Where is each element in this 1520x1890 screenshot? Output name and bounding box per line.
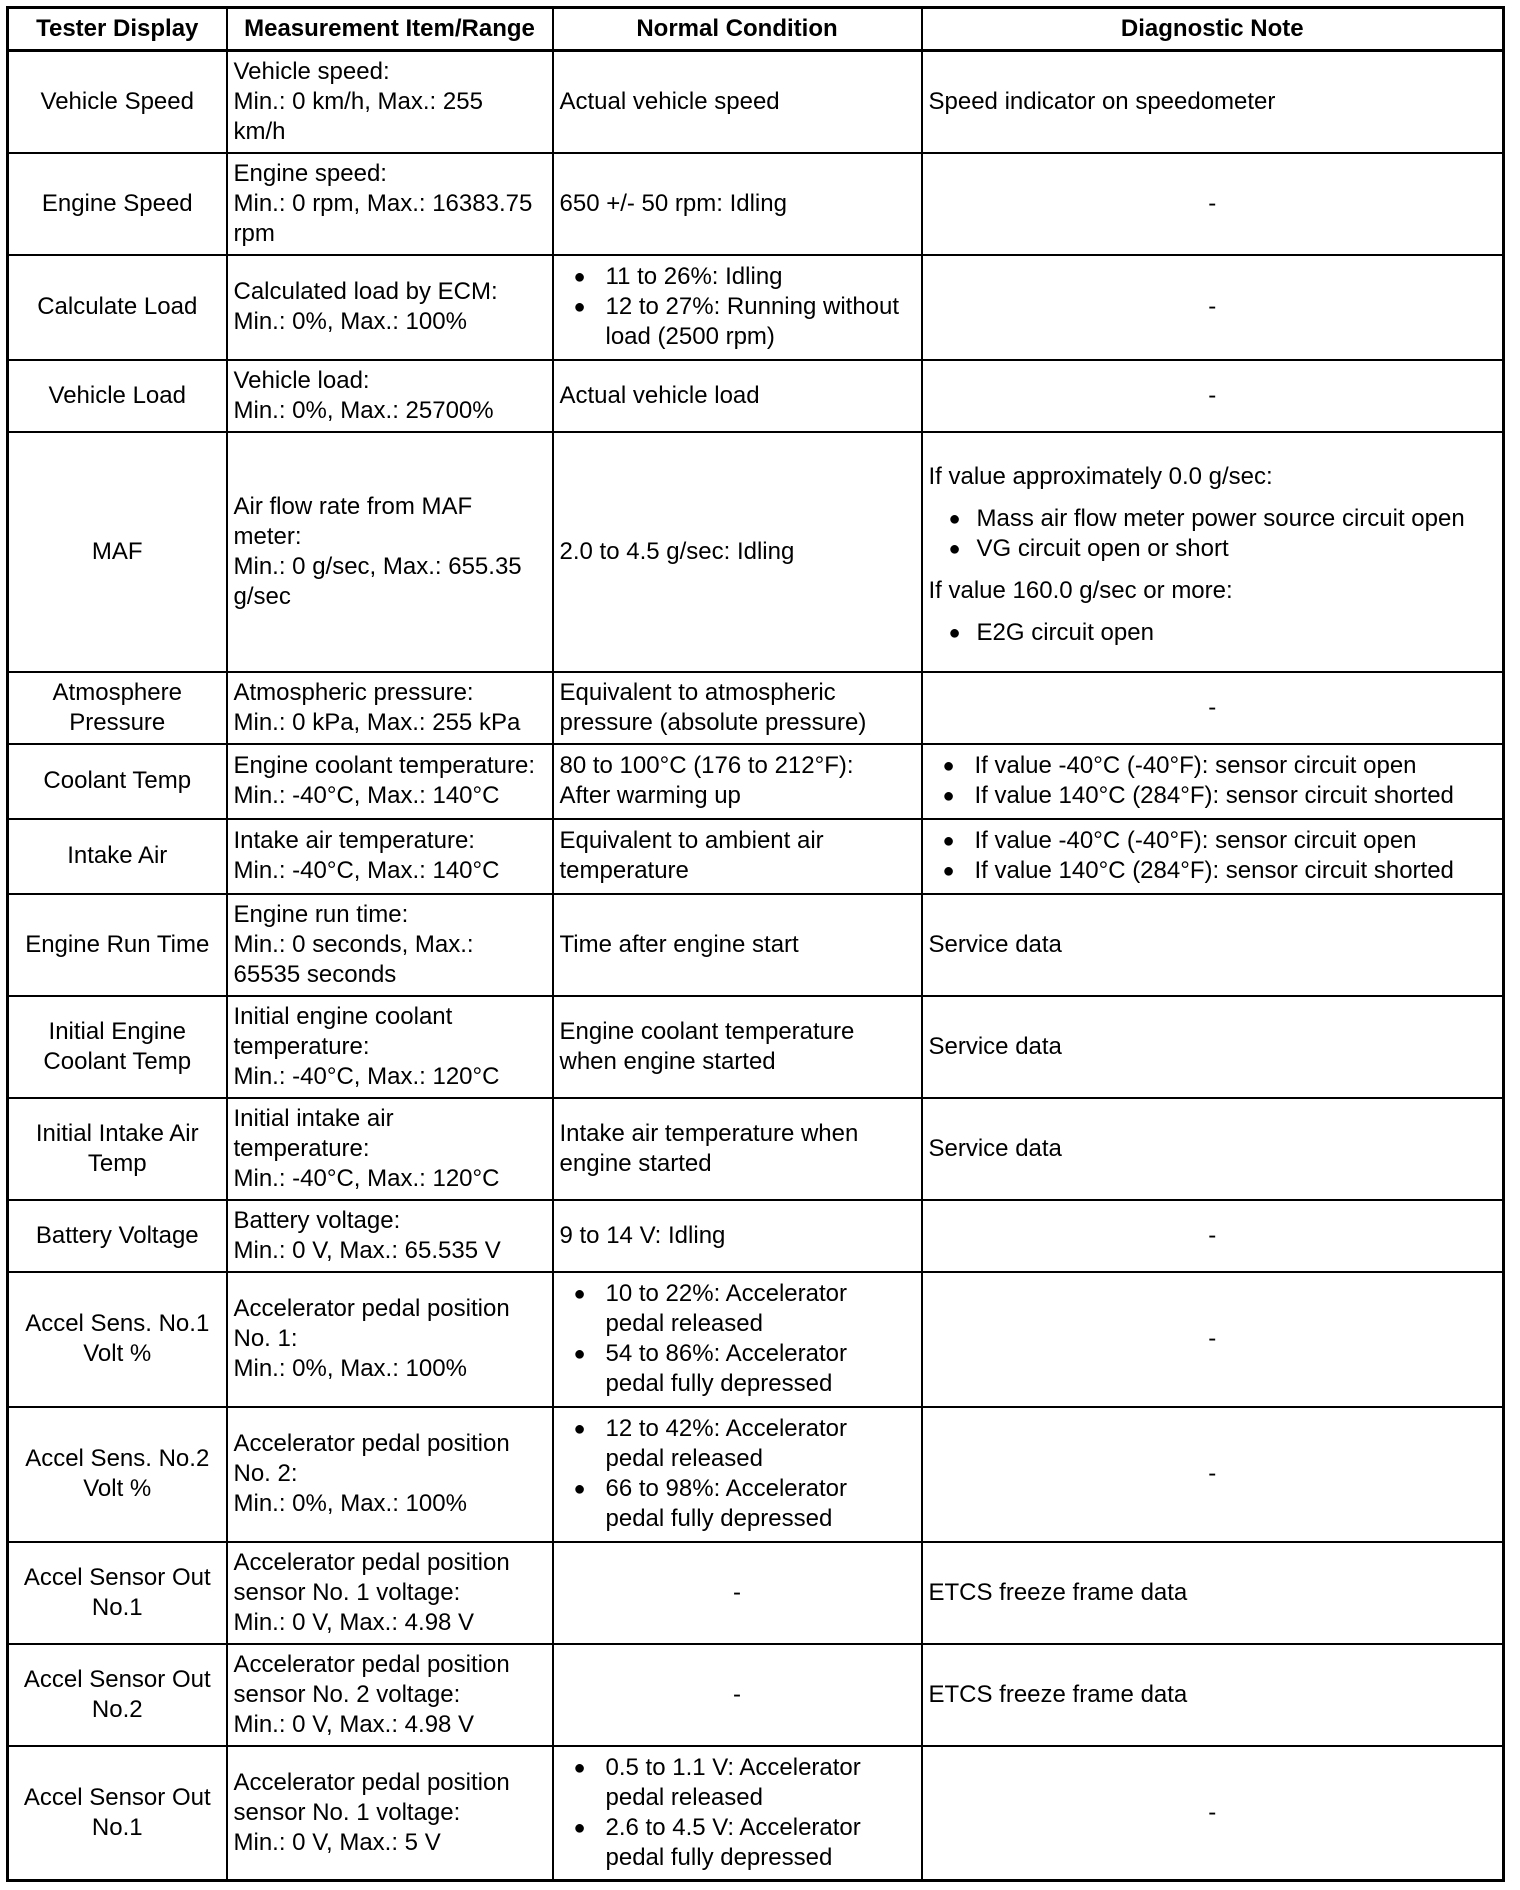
measurement-range-cell: Vehicle speed: Min.: 0 km/h, Max.: 255 km/h [227, 51, 553, 153]
table-row [8, 894, 1504, 996]
normal-condition-cell [553, 255, 922, 360]
measurement-range-cell: Initial intake air temperature: Min.: -40°C, Max.: 120°C [227, 1098, 553, 1200]
diagnostic-note-cell: Service data [922, 894, 1504, 996]
diagnostic-note-cell: Speed indicator on speedometer [922, 51, 1504, 153]
table-row [8, 1407, 1504, 1542]
diagnostic-note-cell: - [922, 1200, 1504, 1272]
diagnostic-note-cell: If value approximately 0.0 g/sec: ● Mass air flow meter power source circuit open ● VG circuit open or short If value 160.0 g/sec or more: ● E2G circuit open [922, 432, 1504, 672]
measurement-range-cell: Engine speed: Min.: 0 rpm, Max.: 16383.75 rpm [227, 153, 553, 255]
table-row [8, 996, 1504, 1098]
normal-condition-cell: 650 +/- 50 rpm: Idling [553, 153, 922, 255]
diagnostic-note-cell [922, 744, 1504, 819]
diagnostic-note-cell: - [922, 153, 1504, 255]
table-row [8, 1272, 1504, 1407]
header-tester-display: Tester Display [8, 8, 227, 51]
table-row [8, 1644, 1504, 1746]
list-item: ● If value 140°C (284°F): sensor circuit shorted [929, 781, 1497, 811]
normal-condition-cell: Equivalent to atmospheric pressure (absolute pressure) [553, 672, 922, 744]
tester-display-cell: Engine Run Time [8, 894, 227, 996]
table-row [8, 255, 1504, 360]
diagnostic-data-table [6, 6, 1505, 1882]
diagnostic-note-cell: - [922, 255, 1504, 360]
normal-condition-cell [553, 1407, 922, 1542]
diagnostic-note-cell: Service data [922, 996, 1504, 1098]
tester-display-cell: Coolant Temp [8, 744, 227, 819]
tester-display-cell: Engine Speed [8, 153, 227, 255]
list-item: ● 11 to 26%: Idling [560, 262, 915, 292]
normal-condition-cell: Time after engine start [553, 894, 922, 996]
diagnostic-note-cell: Service data [922, 1098, 1504, 1200]
table-row [8, 1746, 1504, 1881]
normal-condition-cell: Engine coolant temperature when engine started [553, 996, 922, 1098]
table-row [8, 432, 1504, 672]
measurement-range-cell: Atmospheric pressure: Min.: 0 kPa, Max.: 255 kPa [227, 672, 553, 744]
tester-display-cell: Intake Air [8, 819, 227, 894]
tester-display-cell: Accel Sens. No.1 Volt % [8, 1272, 227, 1407]
measurement-range-cell: Initial engine coolant temperature: Min.: -40°C, Max.: 120°C [227, 996, 553, 1098]
header-normal-condition: Normal Condition [553, 8, 922, 51]
list-item: ● 10 to 22%: Accelerator pedal released [560, 1279, 915, 1339]
list-item: ● 12 to 27%: Running without load (2500 rpm) [560, 292, 915, 352]
diagnostic-note-cell: - [922, 672, 1504, 744]
normal-condition-cell: Equivalent to ambient air temperature [553, 819, 922, 894]
measurement-range-cell: Accelerator pedal position sensor No. 2 voltage: Min.: 0 V, Max.: 4.98 V [227, 1644, 553, 1746]
table-row [8, 744, 1504, 819]
list-item: ● 12 to 42%: Accelerator pedal released [560, 1414, 915, 1474]
tester-display-cell: MAF [8, 432, 227, 672]
list-item: ● 66 to 98%: Accelerator pedal fully depressed [560, 1474, 915, 1534]
list-item: ● 2.6 to 4.5 V: Accelerator pedal fully depressed [560, 1813, 915, 1873]
measurement-range-cell: Calculated load by ECM: Min.: 0%, Max.: 100% [227, 255, 553, 360]
table-row [8, 672, 1504, 744]
tester-display-cell: Calculate Load [8, 255, 227, 360]
table-header-row [8, 8, 1504, 51]
header-measurement-item: Measurement Item/Range [227, 8, 553, 51]
tester-display-cell: Accel Sens. No.2 Volt % [8, 1407, 227, 1542]
tester-display-cell: Accel Sensor Out No.1 [8, 1542, 227, 1644]
tester-display-cell: Atmosphere Pressure [8, 672, 227, 744]
list-item: ● If value 140°C (284°F): sensor circuit shorted [929, 856, 1497, 886]
measurement-range-cell: Intake air temperature: Min.: -40°C, Max.: 140°C [227, 819, 553, 894]
table-row [8, 1200, 1504, 1272]
tester-display-cell: Battery Voltage [8, 1200, 227, 1272]
diagnostic-note-cell [922, 819, 1504, 894]
measurement-range-cell: Battery voltage: Min.: 0 V, Max.: 65.535 V [227, 1200, 553, 1272]
table-row [8, 360, 1504, 432]
measurement-range-cell: Vehicle load: Min.: 0%, Max.: 25700% [227, 360, 553, 432]
measurement-range-cell: Accelerator pedal position sensor No. 1 voltage: Min.: 0 V, Max.: 4.98 V [227, 1542, 553, 1644]
table-row [8, 1098, 1504, 1200]
normal-condition-cell: - [553, 1542, 922, 1644]
normal-condition-cell: Intake air temperature when engine started [553, 1098, 922, 1200]
normal-condition-cell: 80 to 100°C (176 to 212°F): After warming up [553, 744, 922, 819]
normal-condition-cell [553, 1272, 922, 1407]
table-row [8, 153, 1504, 255]
table-row [8, 819, 1504, 894]
tester-display-cell: Accel Sensor Out No.2 [8, 1644, 227, 1746]
normal-condition-cell: 9 to 14 V: Idling [553, 1200, 922, 1272]
list-item: ● 54 to 86%: Accelerator pedal fully depressed [560, 1339, 915, 1399]
list-item: ● If value -40°C (-40°F): sensor circuit open [929, 751, 1497, 781]
normal-condition-cell: 2.0 to 4.5 g/sec: Idling [553, 432, 922, 672]
table-row [8, 1542, 1504, 1644]
diagnostic-note-cell: - [922, 1407, 1504, 1542]
list-item: ● If value -40°C (-40°F): sensor circuit open [929, 826, 1497, 856]
normal-condition-cell [553, 1746, 922, 1881]
diagnostic-note-cell: - [922, 1746, 1504, 1881]
tester-display-cell: Accel Sensor Out No.1 [8, 1746, 227, 1881]
list-item: ● Mass air flow meter power source circuit open [929, 504, 1497, 534]
measurement-range-cell: Engine run time: Min.: 0 seconds, Max.: 65535 seconds [227, 894, 553, 996]
diagnostic-note-cell: ETCS freeze frame data [922, 1542, 1504, 1644]
diagnostic-note-cell: - [922, 1272, 1504, 1407]
measurement-range-cell: Engine coolant temperature: Min.: -40°C, Max.: 140°C [227, 744, 553, 819]
measurement-range-cell: Air flow rate from MAF meter: Min.: 0 g/sec, Max.: 655.35 g/sec [227, 432, 553, 672]
normal-condition-cell: Actual vehicle speed [553, 51, 922, 153]
measurement-range-cell: Accelerator pedal position No. 1: Min.: 0%, Max.: 100% [227, 1272, 553, 1407]
measurement-range-cell: Accelerator pedal position sensor No. 1 voltage: Min.: 0 V, Max.: 5 V [227, 1746, 553, 1881]
header-diagnostic-note: Diagnostic Note [922, 8, 1504, 51]
normal-condition-cell: Actual vehicle load [553, 360, 922, 432]
tester-display-cell: Initial Engine Coolant Temp [8, 996, 227, 1098]
diagnostic-note-cell: ETCS freeze frame data [922, 1644, 1504, 1746]
table-row [8, 51, 1504, 153]
list-item: ● 0.5 to 1.1 V: Accelerator pedal released [560, 1753, 915, 1813]
tester-display-cell: Initial Intake Air Temp [8, 1098, 227, 1200]
tester-display-cell: Vehicle Speed [8, 51, 227, 153]
list-item: ● VG circuit open or short [929, 534, 1497, 564]
list-item: ● E2G circuit open [929, 618, 1497, 648]
normal-condition-cell: - [553, 1644, 922, 1746]
measurement-range-cell: Accelerator pedal position No. 2: Min.: 0%, Max.: 100% [227, 1407, 553, 1542]
tester-display-cell: Vehicle Load [8, 360, 227, 432]
diagnostic-note-cell: - [922, 360, 1504, 432]
